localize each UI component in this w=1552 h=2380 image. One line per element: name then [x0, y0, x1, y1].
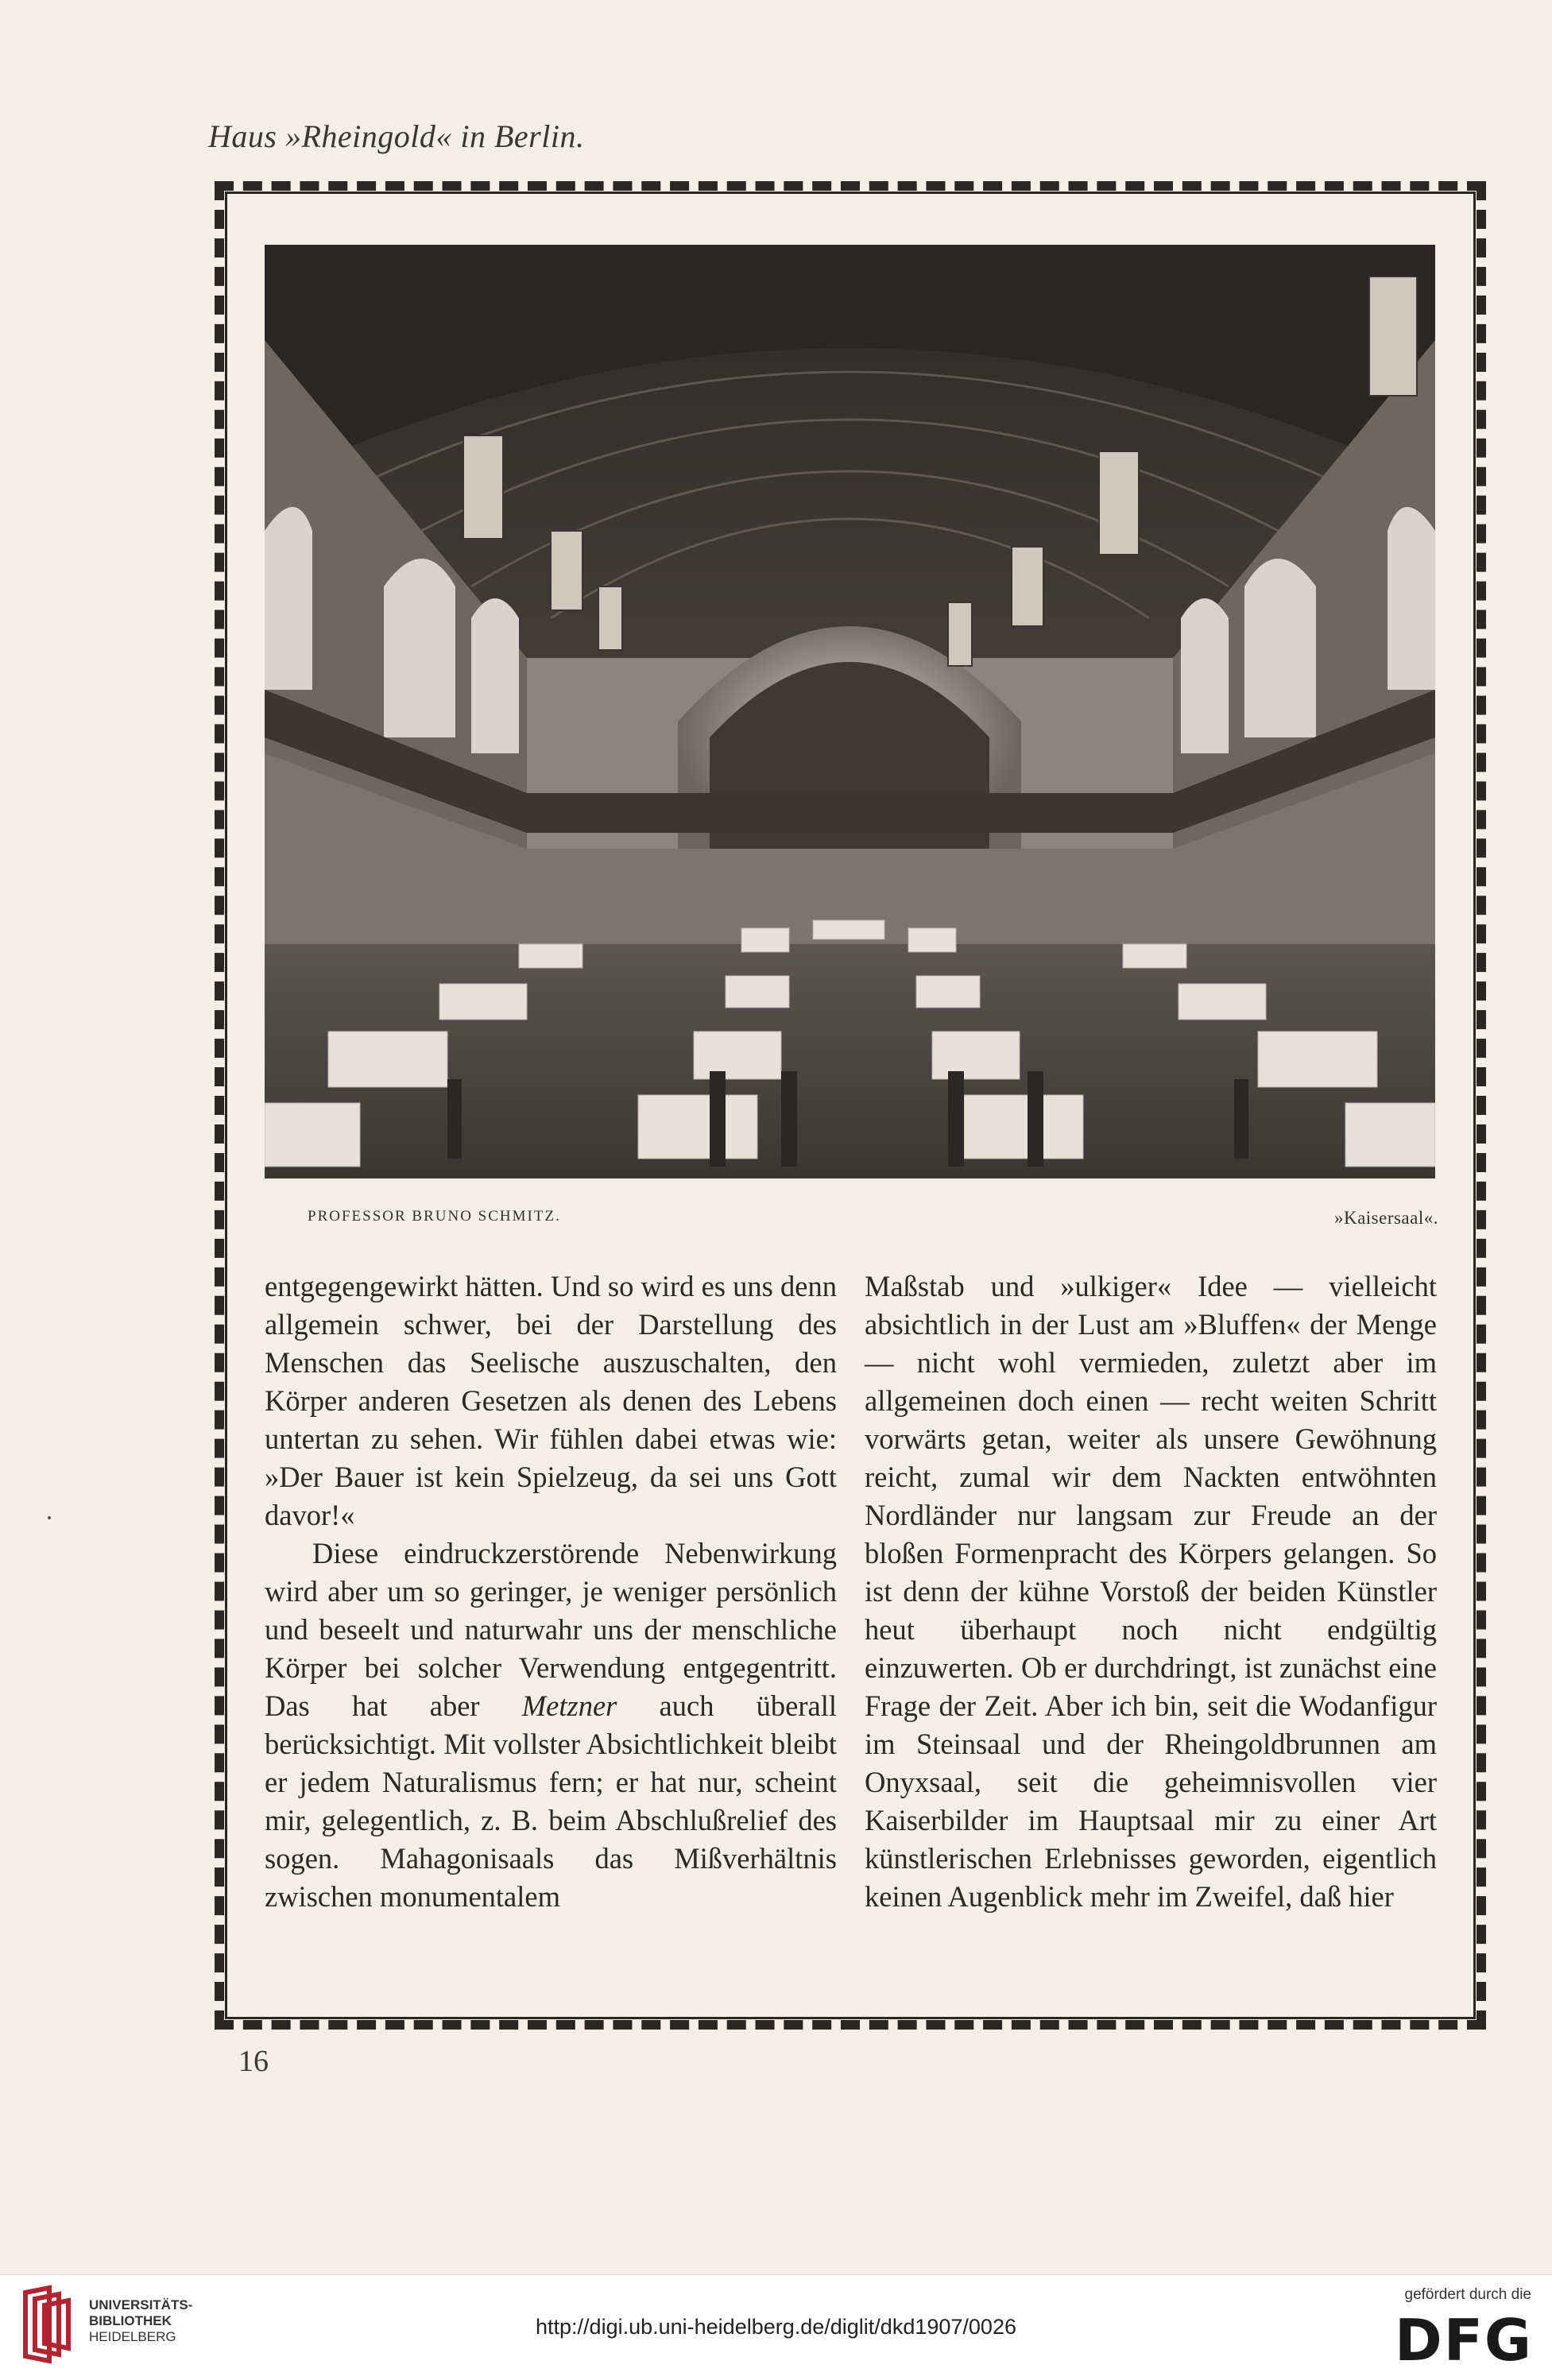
artist-name: Metzner	[521, 1689, 617, 1722]
page-number: 16	[238, 2045, 269, 2078]
library-name: UNIVERSITÄTS- BIBLIOTHEK HEIDELBERG	[89, 2297, 193, 2344]
paragraph: entgegengewirkt hätten. Und so wird es uns denn allgemein schwer, bei der Darstellung des Menschen das Seelische auszuschalten, den Körper anderen Gesetzen als denen des Lebens untertan zu sehen. Wir fühlen dabei etwas wie: »Der Bauer ist kein Spielzeug, da sei uns Gott davor!«	[265, 1270, 837, 1531]
digitization-footer	[0, 2274, 1552, 2380]
paragraph: Maßstab und »ulkiger« Idee — vielleicht absichtlich in der Lust am »Bluffen« der Menge — nicht wohl vermieden, zuletzt aber im allgemeinen doch einen — recht weiten Schritt vorwärts getan, weiter als unsere Gewöhnung reicht, zumal wir dem Nackten entwöhnten Nordländer nur langsam zur Freude an der bloßen Formenpracht des Körpers gelangen. So ist denn der kühne Vorstoß der beiden Künstler heut überhaupt noch nicht endgültig einzuwerten. Ob er durchdringt, ist zunächst eine Frage der Zeit. Aber ich bin, seit die Wodanfigur im Steinsaal und der Rheingoldbrunnen am Onyxsaal, seit die geheimnisvollen vier Kaiserbilder im Hauptsaal mir zu einer Art künstlerischen Erlebnisses geworden, eigentlich keinen Augenblick mehr im Zweifel, daß hier	[865, 1270, 1437, 1913]
dfg-logo: DFG	[1394, 2307, 1533, 2374]
funding-note: gefördert durch die	[1404, 2286, 1531, 2303]
paper-speck	[48, 1516, 51, 1519]
text-column-right	[865, 1267, 1437, 1916]
text-column-left	[265, 1267, 837, 1916]
running-title: Haus »Rheingold« in Berlin.	[208, 118, 585, 154]
figure-caption-title: »Kaisersaal«.	[1333, 1208, 1438, 1228]
kaisersaal-photo	[265, 245, 1435, 1178]
figure-caption-architect: PROFESSOR BRUNO SCHMITZ.	[308, 1208, 561, 1225]
paragraph: Diese eindruckzerstörende Nebenwirkung wird aber um so geringer, je weniger persönlich und beseelt und naturwahr uns der menschliche Körper bei solcher Verwendung entgegentritt. Das hat aber Metzner auch überall berücksichtigt. Mit vollster Absichtlichkeit bleibt er jedem Naturalismus fern; er hat nur, scheint mir, gelegentlich, z. B. beim Abschlußrelief des sogen. Mahagonisaals das Mißverhältnis zwischen monumentalem	[265, 1537, 837, 1913]
source-url-link[interactable]: http://digi.ub.uni-heidelberg.de/diglit/dkd1907/0026	[536, 2315, 1016, 2339]
photo-monogram: MRG	[1364, 1145, 1401, 1163]
